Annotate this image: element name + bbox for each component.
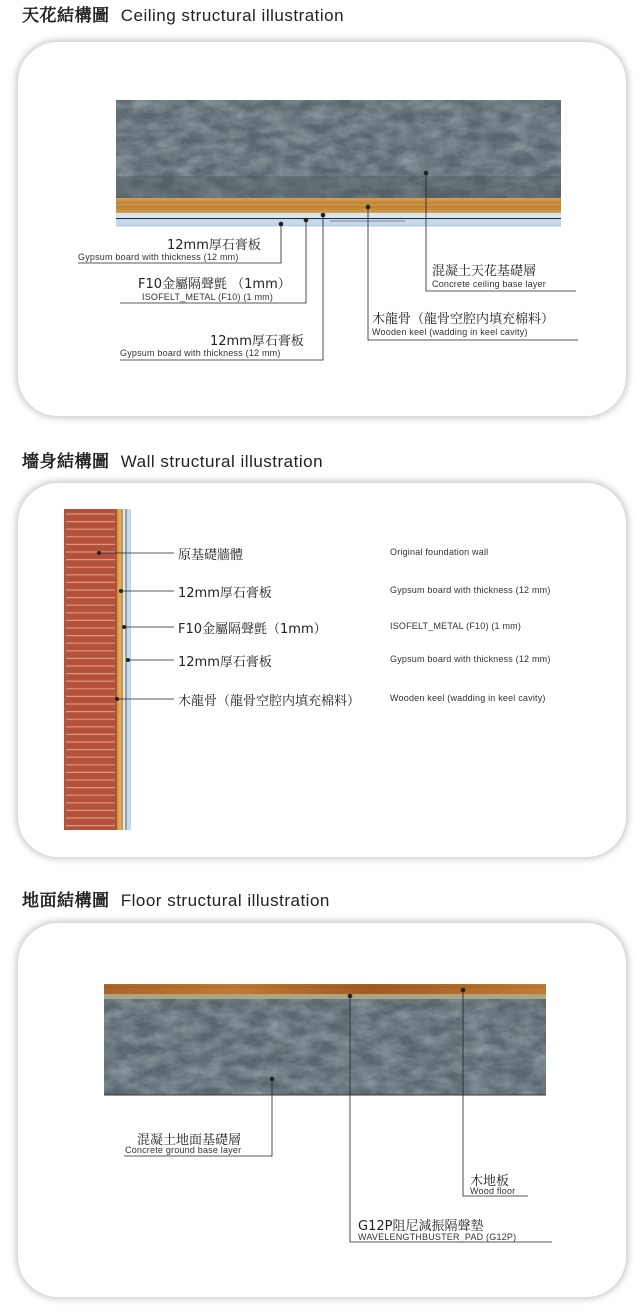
floor-label-pad-zh: G12P阻尼減振隔聲墊 bbox=[358, 1219, 484, 1234]
ceiling-label-gypsum-bottom-zh: 12mm厚石膏板 bbox=[210, 334, 304, 349]
wall-label-0-zh: 原基礎牆體 bbox=[178, 548, 244, 563]
floor-dot-wood bbox=[461, 988, 466, 993]
floor-dot-pad bbox=[348, 994, 353, 999]
wall-label-3-zh: 12mm厚石膏板 bbox=[178, 655, 272, 670]
ceiling-label-keel-zh: 木龍骨（龍骨空腔内填充棉料） bbox=[372, 312, 555, 327]
floor-wood-layer bbox=[104, 984, 546, 994]
wall-label-4-en: Wooden keel (wadding in keel cavity) bbox=[390, 693, 546, 703]
floor-label-pad-en: WAVELENGTHBUSTER_PAD (G12P) bbox=[358, 1232, 517, 1242]
wall-title-zh: 墻身結構圖 bbox=[22, 452, 110, 472]
wall-label-4-zh: 木龍骨（龍骨空腔内填充棉料） bbox=[178, 694, 361, 709]
floor-label-wood-en: Wood floor bbox=[470, 1186, 516, 1196]
ceiling-label-keel-en: Wooden keel (wadding in keel cavity) bbox=[372, 327, 528, 337]
floor-title-en: Floor structural illustration bbox=[120, 891, 330, 910]
wall-label-1-zh: 12mm厚石膏板 bbox=[178, 586, 272, 601]
floor-label-concrete-zh: 混凝土地面基礎層 bbox=[137, 1133, 242, 1148]
floor-title-zh: 地面結構圖 bbox=[22, 891, 110, 911]
wall-title-en: Wall structural illustration bbox=[120, 452, 324, 471]
ceiling-label-isofelt-en: ISOFELT_METAL (F10) (1 mm) bbox=[142, 292, 274, 302]
floor-label-concrete-en: Concrete ground base layer bbox=[125, 1145, 242, 1155]
ceiling-title-zh: 天花結構圖 bbox=[22, 6, 110, 26]
ceiling-label-concrete-zh: 混凝土天花基礎層 bbox=[432, 264, 537, 279]
ceiling-label-concrete-en: Concrete ceiling base layer bbox=[432, 279, 546, 289]
ceiling-label-isofelt-zh: F10金屬隔聲氈 （1mm） bbox=[138, 277, 291, 292]
wall-label-2-en: ISOFELT_METAL (F10) (1 mm) bbox=[390, 621, 522, 631]
wall-label-3-en: Gypsum board with thickness (12 mm) bbox=[390, 654, 551, 664]
wall-label-0-en: Original foundation wall bbox=[390, 547, 489, 557]
ceiling-label-gypsum-top-en: Gypsum board with thickness (12 mm) bbox=[78, 252, 239, 262]
floor-dot-concrete bbox=[270, 1077, 275, 1082]
wall-label-2-zh: F10金屬隔聲氈（1mm） bbox=[178, 622, 327, 637]
ceiling-label-gypsum-top-zh: 12mm厚石膏板 bbox=[167, 238, 261, 253]
ceiling-label-gypsum-bottom-en: Gypsum board with thickness (12 mm) bbox=[120, 348, 281, 358]
floor-label-wood-zh: 木地板 bbox=[470, 1174, 510, 1189]
wall-label-1-en: Gypsum board with thickness (12 mm) bbox=[390, 585, 551, 595]
ceiling-title-en: Ceiling structural illustration bbox=[120, 6, 345, 25]
